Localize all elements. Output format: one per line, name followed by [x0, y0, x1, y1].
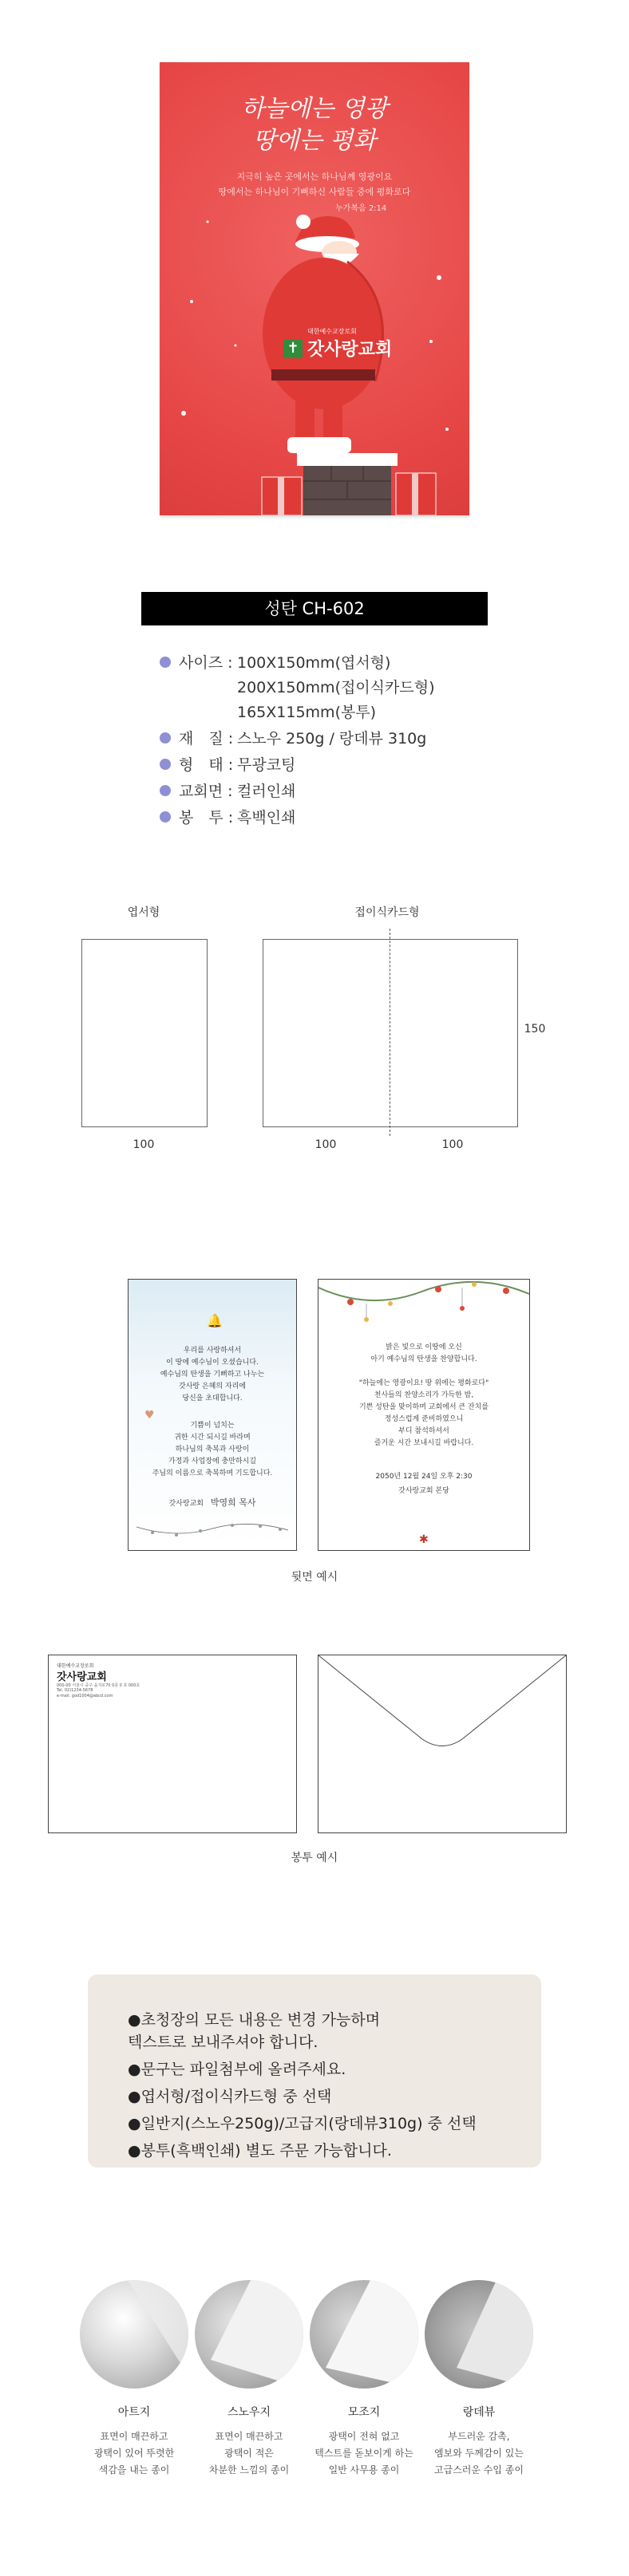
paper-desc-line: 색감을 내는 종이 — [98, 2464, 170, 2475]
paper-desc-line: 차분한 느낌의 종이 — [208, 2464, 290, 2475]
paper-desc — [70, 2428, 198, 2479]
back-right-line: 즐거운 시간 보내시길 바랍니다. — [374, 1439, 474, 1447]
paper-desc — [300, 2428, 428, 2479]
back-left-line: 당신을 초대합니다. — [182, 1395, 243, 1402]
paper-desc — [185, 2428, 313, 2479]
bullet-icon — [160, 811, 171, 823]
postcard-label: 엽서형 — [127, 906, 160, 919]
envelope-address: 000-00 서울시 중구 을지로70 0층 0 호 000호 — [57, 1683, 140, 1688]
back-example-left — [128, 1279, 297, 1551]
postcard-size-box — [81, 939, 208, 1127]
paper-desc-line: 고급스러운 수입 종이 — [434, 2464, 524, 2475]
back-right-line: 천사들의 찬양소리가 가득한 밤, — [374, 1391, 474, 1399]
back-right-line: 아기 예수님의 탄생을 찬양합니다. — [370, 1355, 477, 1363]
back-right-line: 정성스럽게 준비하였으니 — [384, 1415, 464, 1423]
ornament-garland-decoration — [318, 1280, 529, 1327]
spec-size-value-1: 100X150mm(엽서형) — [237, 654, 391, 672]
bullet-icon — [160, 732, 171, 744]
cross-icon: ✝ — [283, 339, 303, 358]
star-icon: ✱ — [419, 1533, 429, 1546]
paper-desc-line: 일반 사무용 종이 — [328, 2464, 400, 2475]
hero-title-line1: 하늘에는 영광 — [241, 95, 388, 123]
spec-size-value-3: 165X115mm(봉투) — [237, 704, 377, 721]
envelope-church-name: 갓사랑교회 — [57, 1671, 107, 1683]
envelope-examples-caption: 봉투 예시 — [291, 1852, 338, 1864]
postcard-width-dimension: 100 — [133, 1138, 155, 1151]
hero-title-line2: 땅에는 평화 — [252, 127, 377, 155]
note-line: 텍스트로 보내주셔야 합니다. — [128, 2034, 318, 2051]
paper-desc-line: 표면이 매끈하고 — [100, 2431, 168, 2442]
spec-label: 봉 투 : — [179, 809, 234, 826]
back-left-line: 우리를 사랑하셔서 — [183, 1347, 242, 1355]
paper-desc — [415, 2428, 543, 2479]
signature-name: 박영희 목사 — [210, 1497, 256, 1508]
back-left-line: 기쁨이 넘치는 — [190, 1422, 235, 1430]
paper-desc-line: 부드러운 감촉, — [448, 2431, 510, 2442]
string-lights-decoration — [129, 1519, 296, 1543]
envelope-front-example — [48, 1655, 297, 1833]
back-right-line: 부디 참석하셔서 — [398, 1427, 449, 1435]
spec-size — [160, 651, 233, 675]
spec-church-side — [160, 779, 233, 803]
spec-form — [160, 753, 233, 777]
folding-left-width-dimension: 100 — [314, 1138, 337, 1151]
folding-card-label: 접이식카드형 — [354, 906, 420, 919]
back-left-line: 예수님의 탄생을 기뻐하고 나누는 — [160, 1371, 265, 1379]
bell-icon: 🔔 — [207, 1313, 223, 1328]
spec-material — [160, 727, 233, 751]
folding-right-width-dimension: 100 — [441, 1138, 464, 1151]
signature-church: 갓사랑교회 — [168, 1500, 204, 1508]
note-line: ●문구는 파일첨부에 올려주세요. — [128, 2061, 346, 2078]
paper-desc-line: 엠보와 두께감이 있는 — [434, 2448, 524, 2459]
heart-icon: ♥ — [144, 1409, 155, 1422]
paper-name: 랑데뷰 — [462, 2406, 496, 2419]
note-line: ●초청장의 모든 내용은 변경 가능하며 — [128, 2011, 381, 2029]
spec-size-value-2: 200X150mm(접이식카드형) — [237, 679, 435, 696]
hero-verse-ref: 누가복음 2:14 — [335, 204, 387, 213]
height-dimension: 150 — [524, 1023, 546, 1036]
spec-label: 형 태 : — [179, 756, 234, 774]
spec-label: 교회면 : — [179, 783, 233, 800]
spec-church-side-value: 컬러인쇄 — [237, 783, 296, 800]
paper-desc-line: 광택이 전혀 없고 — [328, 2431, 400, 2442]
envelope-back-example — [318, 1655, 567, 1833]
paper-name: 스노우지 — [227, 2406, 271, 2419]
back-right-date: 2050년 12월 24일 오후 2:30 — [375, 1473, 473, 1481]
back-left-line: 귀한 시간 되시길 바라며 — [174, 1434, 251, 1442]
back-right-line: 밝은 빛으로 이땅에 오신 — [386, 1343, 462, 1351]
paper-desc-line: 텍스트를 돋보이게 하는 — [314, 2448, 413, 2459]
model-title-bar: 성탄 CH-602 — [141, 592, 488, 625]
back-example-right — [318, 1279, 530, 1551]
paper-desc-line: 광택이 적은 — [224, 2448, 274, 2459]
spec-material-value: 스노우 250g / 랑데뷰 310g — [237, 730, 427, 748]
envelope-tel: Tel. 02)1234-5678 — [57, 1688, 93, 1693]
spec-envelope — [160, 806, 233, 830]
hero-church-logo — [283, 327, 392, 361]
folding-card-size-box — [263, 939, 518, 1127]
spec-label: 재 질 : — [179, 730, 234, 748]
note-line: ●엽서형/접이식카드형 중 선택 — [128, 2088, 332, 2105]
back-left-line: 하나님의 축복과 사랑이 — [175, 1446, 250, 1454]
back-right-line: 기쁜 성탄을 맞이하며 교회에서 큰 잔치를 — [358, 1403, 489, 1411]
spec-form-value: 무광코팅 — [237, 756, 296, 774]
paper-swatch-art — [80, 2280, 188, 2389]
back-left-line: 갓사랑 은혜의 자리에 — [179, 1383, 246, 1391]
back-left-line: 이 땅에 예수님이 오셨습니다. — [166, 1359, 259, 1367]
back-right-line: "하늘에는 영광이요! 땅 위에는 평화로다" — [358, 1379, 489, 1387]
spec-label: 사이즈 : — [179, 654, 233, 672]
back-left-line: 가정과 사업장에 충만하시길 — [168, 1458, 257, 1466]
paper-swatch-mojo — [310, 2280, 418, 2389]
hero-church-name: 갓사랑교회 — [307, 340, 393, 360]
back-right-place: 갓사랑교회 본당 — [398, 1487, 449, 1495]
bullet-icon — [160, 785, 171, 796]
back-left-signature — [129, 1497, 296, 1510]
envelope-email: e-mail. god1004@abcd.com — [57, 1694, 113, 1698]
hero-verse-line2: 땅에서는 하나님이 기뻐하신 사람들 중에 평화로다 — [218, 187, 411, 197]
bullet-icon — [160, 657, 171, 668]
note-line: ●일반지(스노우250g)/고급지(랑데뷰310g) 중 선택 — [128, 2115, 477, 2132]
hero-verse-line1: 지극히 높은 곳에서는 하나님께 영광이요 — [236, 172, 393, 182]
note-line: ●봉투(흑백인쇄) 별도 주문 가능합니다. — [128, 2142, 392, 2160]
santa-illustration — [160, 62, 469, 515]
paper-desc-line: 표면이 매끈하고 — [215, 2431, 283, 2442]
back-left-line: 주님의 이름으로 축복하며 기도합니다. — [152, 1469, 273, 1477]
paper-swatch-snow — [195, 2280, 303, 2389]
spec-envelope-value: 흑백인쇄 — [237, 809, 296, 826]
paper-desc-line: 광택이 있어 뚜렷한 — [93, 2448, 175, 2459]
paper-swatch-rendezvous — [425, 2280, 533, 2389]
back-examples-caption: 뒷면 예시 — [291, 1571, 338, 1584]
envelope-church-small: 대한예수교장로회 — [57, 1663, 94, 1669]
envelope-flap-shape — [318, 1655, 566, 1832]
bullet-icon — [160, 759, 171, 770]
paper-name: 아트지 — [117, 2406, 151, 2419]
hero-church-small: 대한예수교장로회 — [307, 328, 357, 335]
paper-name: 모조지 — [347, 2406, 381, 2419]
card-front-image — [160, 62, 469, 515]
